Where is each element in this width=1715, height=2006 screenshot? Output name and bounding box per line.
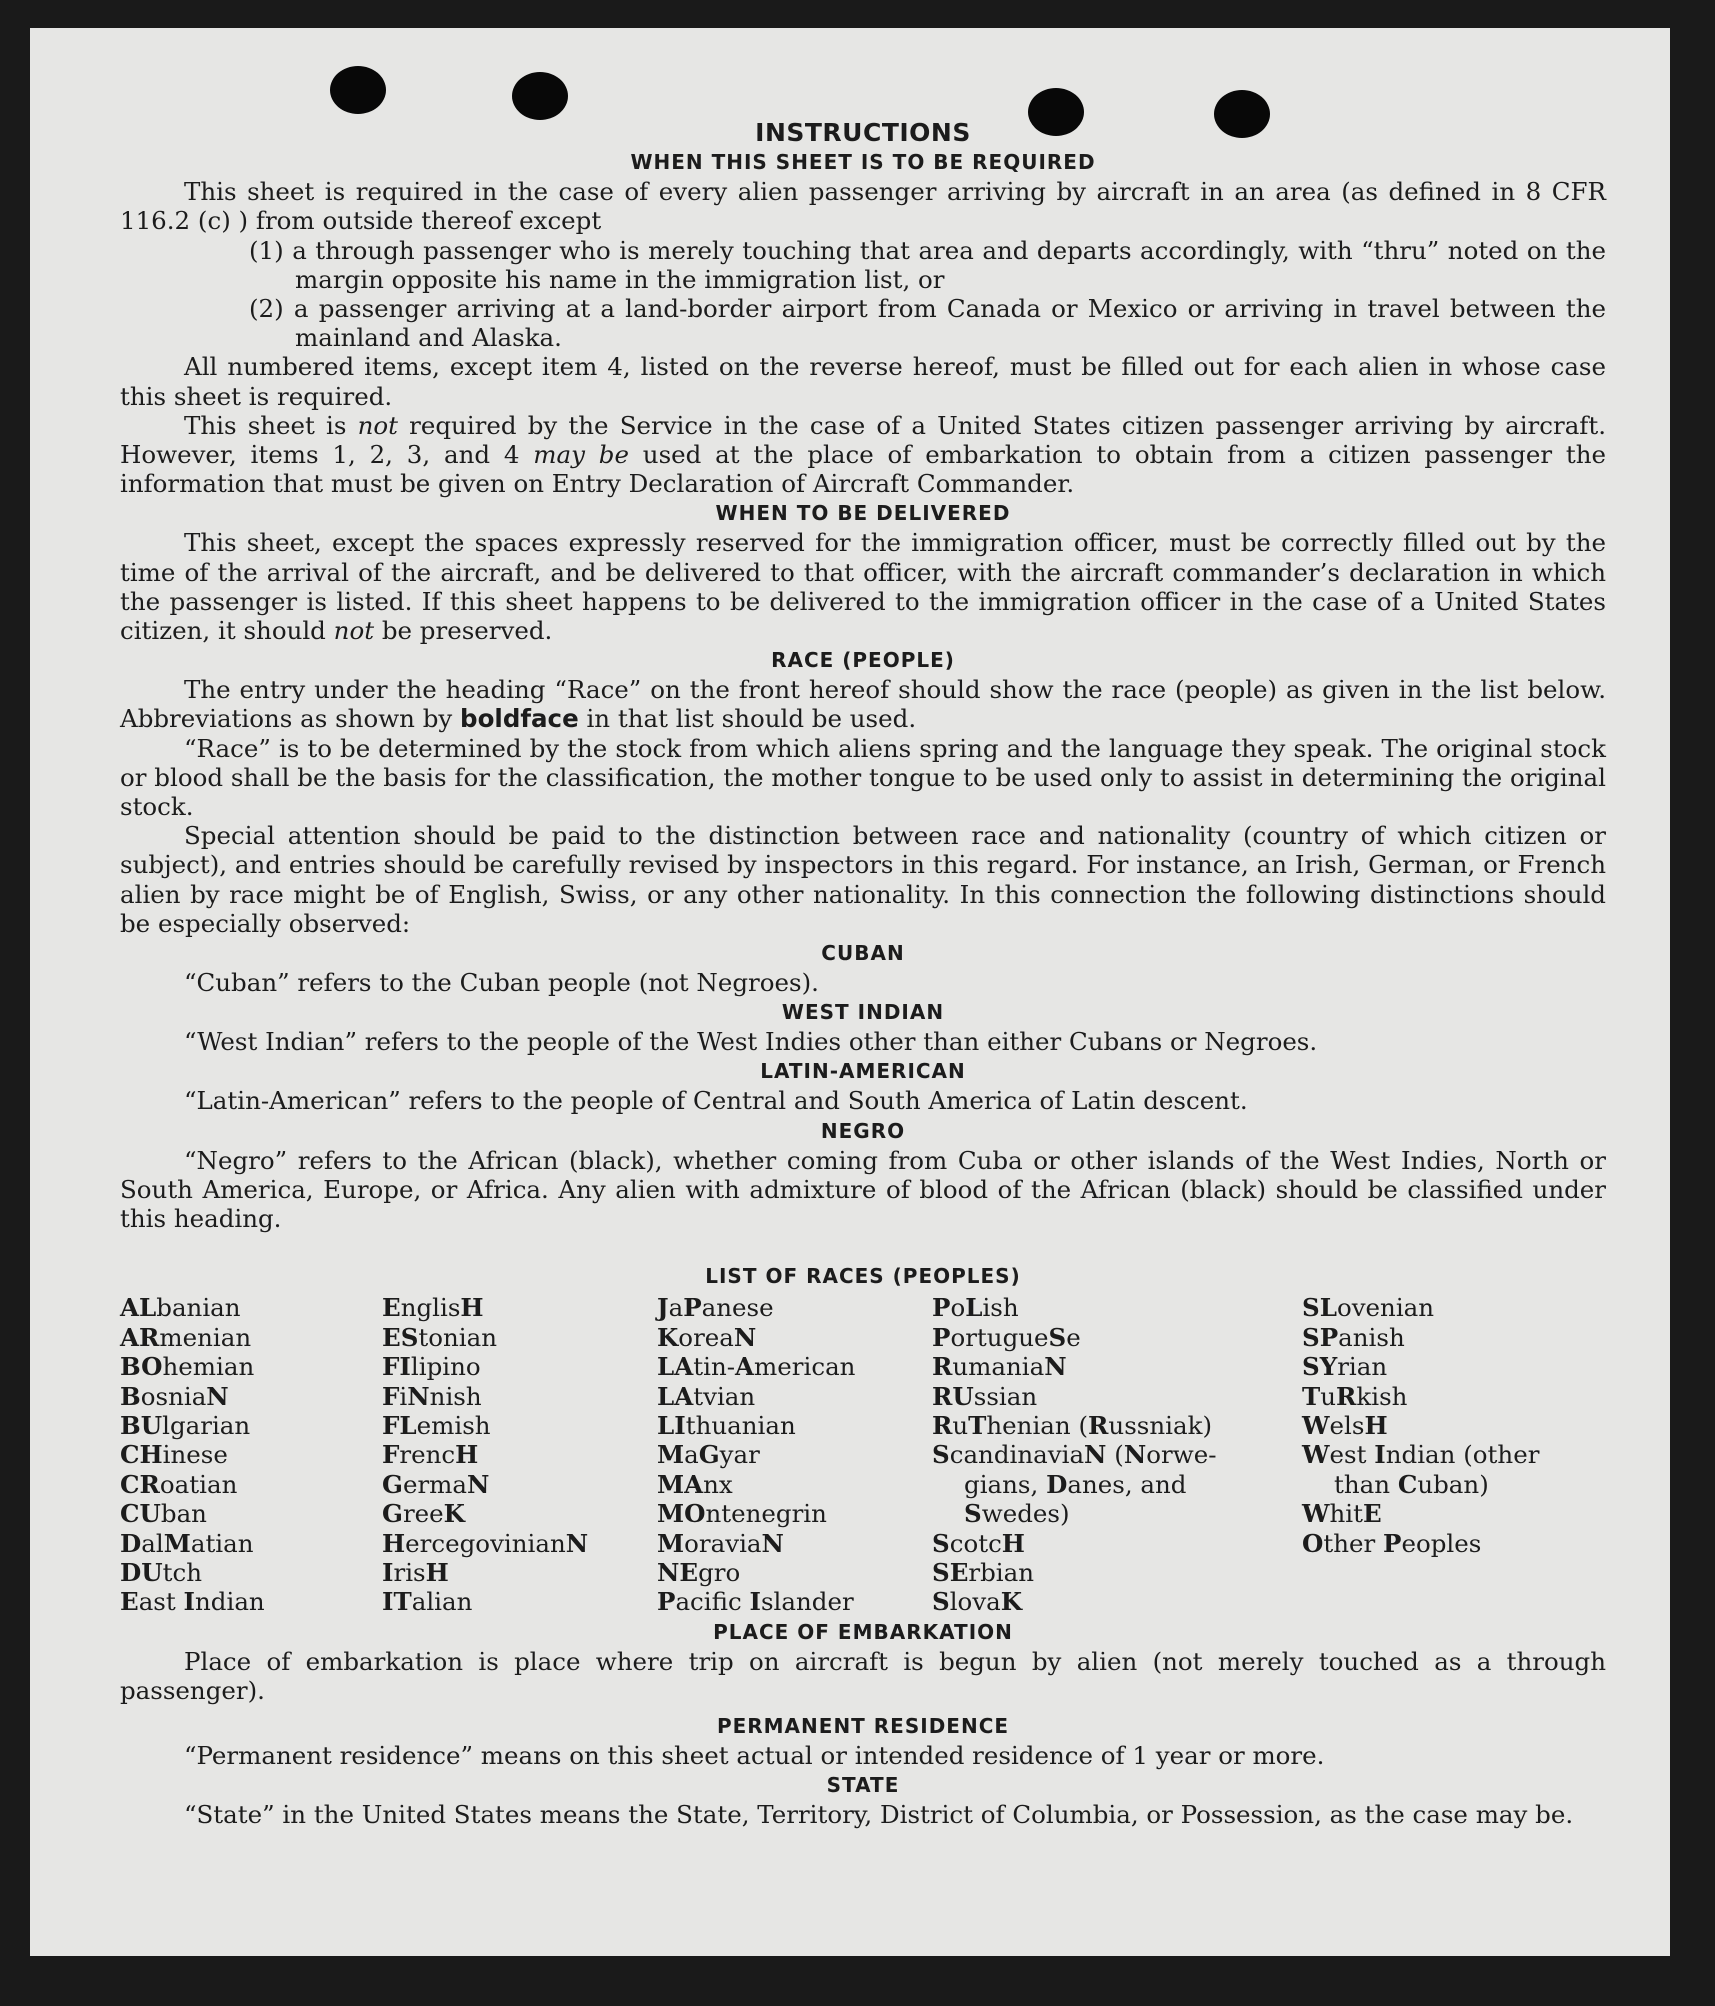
race-entry: ITalian <box>382 1587 473 1617</box>
section-heading-state: STATE <box>826 1773 900 1798</box>
race-entry: ALbanian <box>120 1293 241 1323</box>
race-entry: Pacifc Islander <box>657 1587 854 1617</box>
section-heading-race: RACE (PEOPLE) <box>771 648 955 673</box>
race-entry: ARmenian <box>120 1322 252 1352</box>
race-entry: LAtin-American <box>657 1352 856 1382</box>
section-heading-residence: PERMANENT RESIDENCE <box>716 1714 1010 1739</box>
race-entry: LAtvian <box>657 1381 756 1411</box>
race-entry: than Cuban) <box>1334 1469 1489 1499</box>
race-entry: JaPanese <box>657 1293 774 1323</box>
race-entry: RuThenian (Russniak) <box>932 1410 1213 1440</box>
race-entry: MOntenegrin <box>657 1499 827 1529</box>
race-entry: FLemish <box>382 1410 491 1440</box>
race-entry: Swedes) <box>964 1499 1070 1529</box>
section-heading-required: WHEN THIS SHEET IS TO BE REQUIRED <box>630 150 1096 175</box>
list-item: (2) a passenger arriving at a land-border airport from Canada or Mexico or arriving in travel between the mainland and Alaska. <box>249 294 1606 353</box>
races-column <box>382 1293 657 1616</box>
race-entry: BOhemian <box>120 1352 255 1382</box>
paragraph: The entry under the heading “Race” on the front hereof should show the race (people) as given in the list below. Abbreviations as shown by boldface in that list should be used. <box>120 675 1606 734</box>
race-entry: CHinese <box>120 1440 228 1470</box>
race-entry: SErbian <box>932 1557 1035 1587</box>
race-entry: SlovaK <box>932 1587 1023 1617</box>
race-entry: KoreaN <box>657 1322 757 1352</box>
race-entry: GermaN <box>382 1469 490 1499</box>
race-entry: WelsH <box>1302 1410 1388 1440</box>
paragraph: All numbered items, except item 4, listed on the reverse hereof, must be filled out for each alien in whose case this sheet is required. <box>120 352 1606 411</box>
race-entry: MoraviaN <box>657 1528 784 1558</box>
race-entry: ScotcH <box>932 1528 1025 1558</box>
race-entry: West Indian (other <box>1302 1440 1540 1470</box>
race-entry: BUlgarian <box>120 1410 251 1440</box>
race-entry: FrencH <box>382 1440 479 1470</box>
race-entry: gians, Danes, and <box>964 1469 1187 1499</box>
race-entry: FIlipino <box>382 1352 481 1382</box>
race-entry: SPanish <box>1302 1322 1405 1352</box>
race-entry: DalMatian <box>120 1528 254 1558</box>
races-column <box>932 1293 1302 1616</box>
race-entry: EStonian <box>382 1322 498 1352</box>
race-entry: LIthuanian <box>657 1410 796 1440</box>
paragraph: “Negro” refers to the African (black), whether coming from Cuba or other islands of the West Indies, North or South America, Europe, or Africa. Any alien with admixture of blood of the African (black) should be classified under this heading. <box>120 1145 1606 1234</box>
section-heading-races: LIST OF RACES (PEOPLES) <box>705 1264 1021 1289</box>
section-heading-delivered: WHEN TO BE DELIVERED <box>715 501 1011 526</box>
race-entry: DUtch <box>120 1557 202 1587</box>
paragraph: This sheet is not required by the Service in the case of a United States citizen passenger arriving by aircraft. However, items 1, 2, 3, and 4 may be used at the place of embarkation to obtain from a citizen passenger the information that must be given on Entry Declaration of Aircraft Commander. <box>120 410 1606 499</box>
race-entry: EnglisH <box>382 1293 484 1323</box>
races-column <box>657 1293 932 1616</box>
section-heading-latin-american: LATIN-AMERICAN <box>760 1059 966 1084</box>
race-entry: CUban <box>120 1499 207 1529</box>
race-entry: PoLish <box>932 1293 1019 1323</box>
race-entry: NEgro <box>657 1557 741 1587</box>
races-column <box>120 1293 382 1616</box>
race-entry: WhitE <box>1302 1499 1382 1529</box>
race-entry: MAnx <box>657 1469 733 1499</box>
paragraph: “State” in the United States means the State, Territory, District of Columbia, or Possession, as the case may be. <box>184 1800 1574 1830</box>
races-column <box>1302 1293 1592 1616</box>
races-list <box>120 1293 1606 1616</box>
paragraph: Place of embarkation is place where trip on aircraft is begun by alien (not merely touched as a through passenger). <box>120 1646 1606 1705</box>
race-entry: BosniaN <box>120 1381 229 1411</box>
list-item: (1) a through passenger who is merely touching that area and departs accordingly, with “thru” noted on the margin opposite his name in the immigration list, or <box>249 235 1606 294</box>
section-heading-west-indian: WEST INDIAN <box>781 1000 945 1025</box>
race-entry: PortugueSe <box>932 1322 1081 1352</box>
paragraph: This sheet, except the spaces expressly reserved for the immigration officer, must be correctly filled out by the time of the arrival of the aircraft, and be delivered to that officer, with the aircraft commander’s declaration in which the passenger is listed. If this sheet happens to be delivered to the immigration officer in the case of a United States citizen, it should not be preserved. <box>120 528 1606 646</box>
race-entry: Other Peoples <box>1302 1528 1482 1558</box>
document-sheet <box>30 28 1670 1956</box>
paragraph: “Race” is to be determined by the stock from which aliens spring and the language they speak. The original stock or blood shall be the basis for the classification, the mother tongue to be used only to assist in determining the original stock. <box>120 733 1606 822</box>
race-entry: HercegovinianN <box>382 1528 589 1558</box>
section-heading-cuban: CUBAN <box>821 941 905 966</box>
race-entry: RumaniaN <box>932 1352 1067 1382</box>
race-entry: MaGyar <box>657 1440 760 1470</box>
race-entry: SYrian <box>1302 1352 1388 1382</box>
paragraph: “Permanent residence” means on this sheet actual or intended residence of 1 year or more. <box>184 1741 1325 1771</box>
paragraph: “Cuban” refers to the Cuban people (not Negroes). <box>184 968 819 998</box>
race-entry: SLovenian <box>1302 1293 1435 1323</box>
paragraph: This sheet is required in the case of every alien passenger arriving by aircraft in an area (as defined in 8 CFR 116.2 (c) ) from outside thereof except <box>120 177 1606 236</box>
race-entry: CRoatian <box>120 1469 238 1499</box>
race-entry: ScandinaviaN (Norwe- <box>932 1440 1217 1470</box>
race-entry: RUssian <box>932 1381 1038 1411</box>
page-title: INSTRUCTIONS <box>755 118 971 147</box>
instructions-content <box>120 88 1606 1830</box>
race-entry: FiNnish <box>382 1381 482 1411</box>
section-heading-negro: NEGRO <box>820 1118 906 1143</box>
paragraph: Special attention should be paid to the distinction between race and nationality (country of which citizen or subject), and entries should be carefully revised by inspectors in this regard. For instance, an Irish, German, or French alien by race might be of English, Swiss, or any other nationality. In this connection the following distinctions should be especially observed: <box>120 821 1606 938</box>
race-entry: GreeK <box>382 1499 465 1529</box>
race-entry: East Indian <box>120 1587 265 1617</box>
race-entry: IrisH <box>382 1557 449 1587</box>
paragraph: “Latin-American” refers to the people of Central and South America of Latin descent. <box>184 1086 1248 1116</box>
race-entry: TuRkish <box>1302 1381 1408 1411</box>
section-heading-embarkation: PLACE OF EMBARKATION <box>713 1619 1013 1644</box>
paragraph: “West Indian” refers to the people of the West Indies other than either Cubans or Negroes. <box>184 1027 1318 1057</box>
